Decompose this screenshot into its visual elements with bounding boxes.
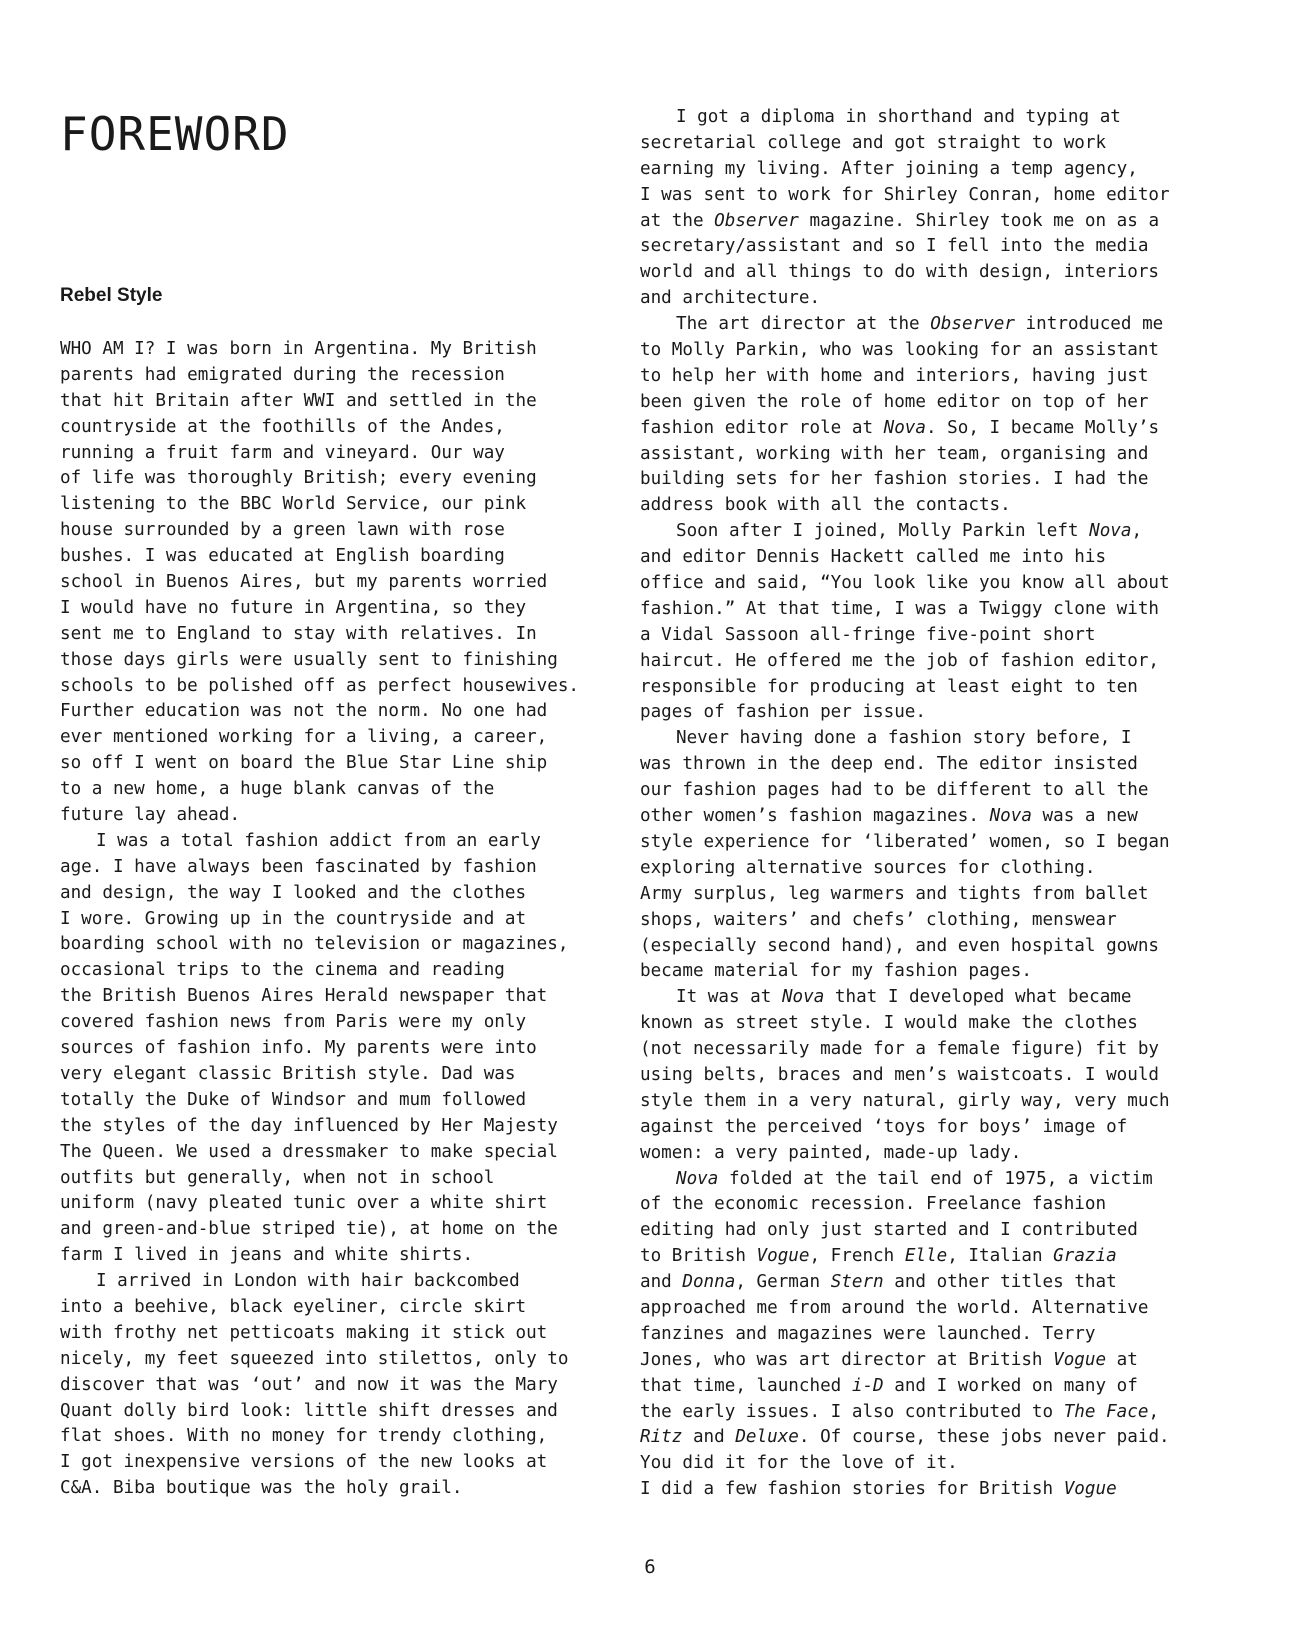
body-text: been given the role of home editor on top of her [640,391,1149,412]
body-text: Never having done a fashion story before, I [676,728,1132,749]
body-text: the early issues. I also contributed to [640,1401,1064,1422]
italic-title-text: Nova [676,1168,719,1189]
italic-title-text: Observer [714,210,799,231]
body-text: editing had only just started and I contributed [640,1220,1138,1241]
text-line [60,777,620,803]
text-line [60,984,620,1010]
body-text: office and said, “You look like you know all about [640,573,1170,594]
text-line [60,622,620,648]
text-line [60,492,620,518]
text-line [60,674,620,700]
body-text: at [1106,1349,1138,1370]
text-line [640,545,1200,571]
body-text: known as street style. I would make the clothes [640,1013,1138,1034]
text-line [640,778,1200,804]
text-line [60,1217,620,1243]
body-text: house surrounded by a green lawn with rose [60,520,505,541]
body-text: It was at [676,987,782,1008]
text-line [640,1400,1200,1426]
italic-title-text: Nova [989,806,1032,827]
text-line [60,932,620,958]
body-text: ever mentioned working for a living, a career, [60,727,548,748]
body-text: schools to be polished off as perfect housewives. [60,675,580,696]
text-line [640,234,1200,260]
text-line [60,1399,620,1425]
body-text: magazine. Shirley took me on as a [798,210,1160,231]
body-text: . Of course, these jobs never paid. [798,1427,1170,1448]
body-text: school in Buenos Aires, but my parents worried [60,572,548,593]
body-text: those days girls were usually sent to finishing [60,649,558,670]
text-line [640,959,1200,985]
text-line [640,1063,1200,1089]
text-line [60,1450,620,1476]
text-line [60,829,620,855]
text-line [640,338,1200,364]
text-line [640,623,1200,649]
text-line [60,389,620,415]
body-text: future lay ahead. [60,805,241,826]
body-text: was thrown in the deep end. The editor insisted [640,754,1138,775]
italic-title-text: Deluxe [735,1427,799,1448]
body-text: Jones, who was art director at British [640,1349,1054,1370]
text-line [640,1115,1200,1141]
body-text: and [640,1272,683,1293]
italic-title-text: Vogue [756,1246,810,1267]
italic-title-text: The Face [1063,1401,1149,1422]
body-text: discover that was ‘out’ and now it was the Mary [60,1374,558,1395]
text-line [640,1011,1200,1037]
body-text: secretarial college and got straight to work [640,132,1107,153]
body-text: the styles of the day influenced by Her Majesty [60,1115,558,1136]
italic-title-text: Elle [904,1246,948,1267]
text-line [60,518,620,544]
text-line [60,415,620,441]
body-text: running a fruit farm and vineyard. Our way [60,442,505,463]
body-text: haircut. He offered me the job of fashion editor, [640,650,1160,671]
body-text: that time, launched [640,1375,852,1396]
text-line [60,1114,620,1140]
text-line [60,1269,620,1295]
text-line [640,1167,1200,1193]
body-text: fanzines and magazines were launched. Terry [640,1323,1096,1344]
body-text: Army surplus, leg warmers and tights from ballet [640,883,1149,904]
text-line [640,1451,1200,1477]
body-column-right [640,105,1200,1503]
body-text: parents had emigrated during the recession [60,364,505,385]
text-line [640,882,1200,908]
body-text: sources of fashion info. My parents were into [60,1038,537,1059]
body-text: I was a total fashion addict from an early [96,830,541,851]
text-line [60,1191,620,1217]
body-text: (especially second hand), and even hospital gowns [640,935,1160,956]
text-line [60,881,620,907]
body-text: style them in a very natural, girly way, very much [640,1090,1170,1111]
body-text: responsible for producing at least eight to ten [640,676,1138,697]
text-line [60,803,620,829]
italic-title-text: Nova [883,417,926,438]
text-line [640,1270,1200,1296]
body-text: and other titles that [883,1272,1117,1293]
body-text: I was sent to work for Shirley Conran, home editor [640,184,1170,205]
text-line [60,1243,620,1269]
text-line [60,337,620,363]
italic-title-text: Grazia [1053,1246,1117,1267]
text-line [640,364,1200,390]
italic-title-text: Vogue [1053,1349,1107,1370]
body-text: and editor Dennis Hackett called me into his [640,547,1107,568]
body-text: introduced me [1014,314,1164,335]
body-text: women: a very painted, made-up lady. [640,1142,1022,1163]
body-text: sent me to England to stay with relatives. In [60,623,537,644]
italic-title-text: Observer [930,314,1015,335]
text-line [640,390,1200,416]
body-text: and design, the way I looked and the clothes [60,882,527,903]
body-text: fashion.” At that time, I was a Twiggy clone with [640,598,1160,619]
body-text: became material for my fashion pages. [640,961,1032,982]
body-text: the British Buenos Aires Herald newspaper that [60,986,548,1007]
body-text: uniform (navy pleated tunic over a white shirt [60,1193,548,1214]
text-line [60,1476,620,1502]
text-line [640,830,1200,856]
page-title: FOREWORD [60,107,290,161]
text-line [640,1037,1200,1063]
body-text: earning my living. After joining a temp agency, [640,158,1138,179]
text-line [60,907,620,933]
text-line [640,1141,1200,1167]
text-line [640,1218,1200,1244]
text-line [60,1036,620,1062]
body-text: shops, waiters’ and chefs’ clothing, menswear [640,909,1117,930]
body-text: and architecture. [640,288,821,309]
body-text: fashion editor role at [640,417,884,438]
text-line [60,1062,620,1088]
text-line [640,157,1200,183]
body-text: WHO AM I? I was born in Argentina. My British [60,339,537,359]
body-text: I wore. Growing up in the countryside and at [60,908,527,929]
text-line [640,675,1200,701]
text-line [60,1088,620,1114]
body-text: assistant, working with her team, organising and [640,443,1149,464]
text-line [60,958,620,984]
body-text: style experience for ‘liberated’ women, so I began [640,831,1170,852]
body-text: , French [809,1246,905,1267]
text-line [640,649,1200,675]
body-text: , German [735,1272,831,1293]
body-text: world and all things to do with design, interiors [640,262,1160,283]
body-text: . So, I became Molly’s [926,417,1160,438]
italic-title-text: Donna [682,1272,736,1293]
body-text: other women’s fashion magazines. [640,806,990,827]
body-text: folded at the tail end of 1975, a victim [718,1168,1153,1189]
text-line [640,1348,1200,1374]
body-text: to help her with home and interiors, having just [640,365,1149,386]
text-line [640,260,1200,286]
text-line [640,286,1200,312]
body-text: and green-and-blue striped tie), at home on the [60,1219,558,1240]
text-line [640,312,1200,338]
text-line [640,209,1200,235]
italic-title-text: Ritz [640,1427,683,1448]
body-text: pages of fashion per issue. [640,702,926,723]
text-line [60,1295,620,1321]
body-text: I arrived in London with hair backcombed [96,1271,520,1292]
body-text: , [1148,1401,1160,1422]
body-text: You did it for the love of it. [640,1453,958,1474]
body-text: I would have no future in Argentina, so they [60,597,527,618]
body-text: approached me from around the world. Alternative [640,1297,1149,1318]
text-line [60,570,620,596]
text-line [640,416,1200,442]
body-text: Soon after I joined, Molly Parkin left [676,521,1090,542]
body-text: that I developed what became [824,987,1132,1008]
body-text: of the economic recession. Freelance fashion [640,1194,1107,1215]
body-text: to Molly Parkin, who was looking for an assistant [640,340,1160,361]
body-text: at the [640,210,715,231]
text-line [640,1192,1200,1218]
body-text: I got inexpensive versions of the new looks at [60,1452,548,1473]
body-text: boarding school with no television or magazines, [60,934,569,955]
text-line [640,442,1200,468]
body-text: farm I lived in jeans and white shirts. [60,1245,474,1266]
text-line [640,467,1200,493]
body-text: I did a few fashion stories for British [640,1479,1064,1500]
text-line [640,1425,1200,1451]
body-text: very elegant classic British style. Dad was [60,1063,516,1084]
text-line [640,493,1200,519]
text-line [640,804,1200,830]
body-text: Quant dolly bird look: little shift dresses and [60,1400,558,1421]
text-line [640,1244,1200,1270]
text-line [640,1374,1200,1400]
text-line [60,725,620,751]
text-line [60,363,620,389]
body-text: Further education was not the norm. No one had [60,701,548,722]
body-text: building sets for her fashion stories. I had the [640,469,1149,490]
text-line [640,700,1200,726]
text-line [640,1089,1200,1115]
body-text: listening to the BBC World Service, our pink [60,494,527,515]
text-line [60,544,620,570]
text-line [60,1010,620,1036]
text-line [640,1296,1200,1322]
body-text: address book with all the contacts. [640,495,1011,516]
body-text: I got a diploma in shorthand and typing at [676,107,1121,127]
body-text: , [1131,521,1143,542]
body-text: our fashion pages had to be different to all the [640,780,1149,801]
text-line [60,1166,620,1192]
text-line [640,752,1200,778]
body-text: a Vidal Sassoon all-fringe five-point short [640,624,1096,645]
text-line [640,571,1200,597]
text-line [640,985,1200,1011]
text-line [60,648,620,674]
italic-title-text: Nova [781,987,825,1008]
body-text: countryside at the foothills of the Andes, [60,416,505,437]
text-line [640,519,1200,545]
text-line [60,855,620,881]
body-text: age. I have always been fascinated by fashion [60,856,537,877]
text-line [60,1347,620,1373]
text-line [640,934,1200,960]
body-text: C&A. Biba boutique was the holy grail. [60,1478,463,1499]
body-text: outfits but generally, when not in school [60,1167,495,1188]
text-line [60,1140,620,1166]
body-text: into a beehive, black eyeliner, circle skirt [60,1296,527,1317]
body-text: secretary/assistant and so I fell into the media [640,236,1149,257]
text-line [60,751,620,777]
text-line [60,596,620,622]
page-number: 6 [644,1556,656,1578]
body-text: totally the Duke of Windsor and mum followed [60,1089,527,1110]
body-text: covered fashion news from Paris were my only [60,1012,527,1033]
text-line [60,699,620,725]
italic-title-text: i-D [851,1375,884,1396]
body-text: that hit Britain after WWI and settled in the [60,390,537,411]
body-column-left [60,337,620,1502]
body-text: and I worked on many of [883,1375,1138,1396]
text-line [640,105,1200,131]
text-line [60,1424,620,1450]
section-heading: Rebel Style [60,285,163,306]
text-line [640,726,1200,752]
text-line [640,1322,1200,1348]
body-text: so off I went on board the Blue Star Line ship [60,753,548,774]
body-text: with frothy net petticoats making it stick out [60,1322,548,1343]
text-line [640,908,1200,934]
text-line [60,441,620,467]
body-text: occasional trips to the cinema and reading [60,960,505,981]
body-text: bushes. I was educated at English boarding [60,546,505,567]
body-text: using belts, braces and men’s waistcoats. I would [640,1064,1160,1085]
italic-title-text: Nova [1089,521,1132,542]
body-text: The Queen. We used a dressmaker to make special [60,1141,558,1162]
body-text: was a new [1031,806,1138,827]
body-text: The art director at the [676,314,931,335]
italic-title-text: Vogue [1063,1479,1117,1500]
italic-title-text: Stern [830,1272,884,1293]
text-line [640,131,1200,157]
text-line [640,183,1200,209]
text-line [60,466,620,492]
text-line [640,856,1200,882]
text-line [640,1477,1200,1503]
text-line [60,1321,620,1347]
body-text: of life was thoroughly British; every evening [60,468,537,489]
body-text: flat shoes. With no money for trendy clothing, [60,1426,548,1447]
body-text: , Italian [947,1246,1054,1267]
body-text: (not necessarily made for a female figure) fit by [640,1039,1160,1060]
body-text: to British [640,1246,757,1267]
body-text: nicely, my feet squeezed into stilettos, only to [60,1348,569,1369]
body-text: exploring alternative sources for clothing. [640,857,1096,878]
body-text: and [682,1427,736,1448]
body-text: against the perceived ‘toys for boys’ image of [640,1116,1128,1137]
text-line [60,1373,620,1399]
text-line [640,597,1200,623]
body-text: to a new home, a huge blank canvas of the [60,779,495,800]
